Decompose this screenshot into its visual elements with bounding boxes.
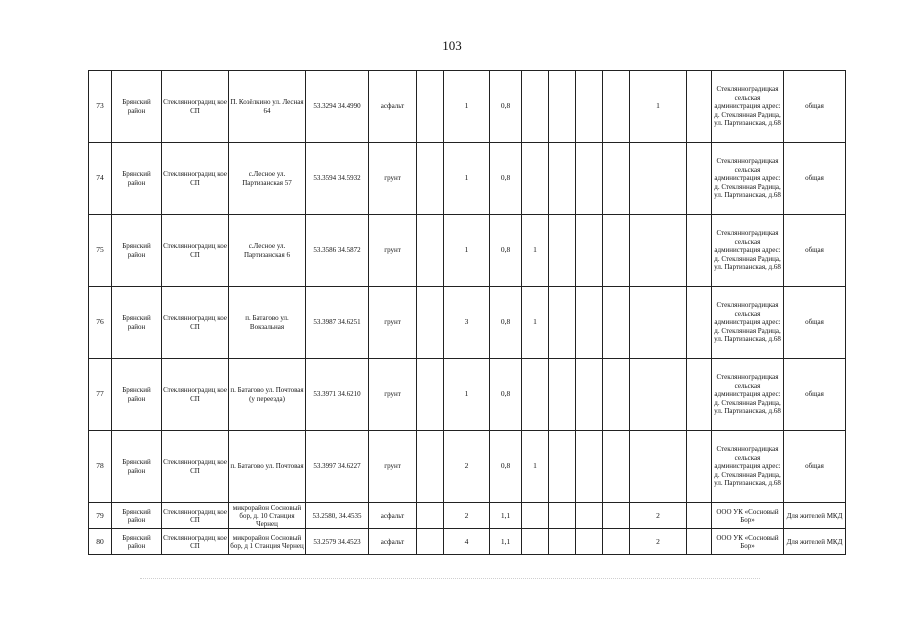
cell-district: Брянский район — [112, 431, 162, 503]
cell-volume: 0,8 — [490, 359, 522, 431]
cell-surface: асфальт — [369, 529, 417, 555]
cell-district: Брянский район — [112, 287, 162, 359]
cell-col-empty-7 — [417, 71, 444, 143]
cell-col-empty-7 — [417, 215, 444, 287]
cell-row-number: 73 — [89, 71, 112, 143]
cell-col-13 — [603, 287, 630, 359]
table-row — [89, 215, 846, 287]
cell-col-11 — [549, 143, 576, 215]
cell-col-12 — [576, 143, 603, 215]
table-row — [89, 529, 846, 555]
cell-col-empty-7 — [417, 287, 444, 359]
cell-surface: грунт — [369, 287, 417, 359]
cell-row-number: 78 — [89, 431, 112, 503]
cell-district: Брянский район — [112, 71, 162, 143]
cell-owner: ООО УК «Сосновый Бор» — [712, 503, 784, 529]
cell-owner: Стеклянноградицкая сельская администрация адрес: д. Стеклянная Радица, ул. Партизанская, д.68 — [712, 71, 784, 143]
cell-settlement: Стеклянноградиц кое СП — [162, 529, 229, 555]
cell-area: 1 — [444, 359, 490, 431]
cell-address: с.Лесное ул. Партизанская 57 — [229, 143, 306, 215]
cell-purpose: общая — [784, 359, 846, 431]
cell-address: п. Батагово ул. Вокзальная — [229, 287, 306, 359]
cell-settlement: Стеклянноградиц кое СП — [162, 71, 229, 143]
cell-surface: грунт — [369, 143, 417, 215]
cell-col-12 — [576, 359, 603, 431]
table-row — [89, 143, 846, 215]
cell-containers: 2 — [630, 529, 687, 555]
cell-volume: 0,8 — [490, 215, 522, 287]
cell-area: 1 — [444, 71, 490, 143]
cell-col-empty-7 — [417, 143, 444, 215]
table-row — [89, 287, 846, 359]
cell-col-12 — [576, 71, 603, 143]
table-row — [89, 359, 846, 431]
cell-col-13 — [603, 359, 630, 431]
cell-surface: грунт — [369, 359, 417, 431]
cell-area: 1 — [444, 215, 490, 287]
cell-col-11 — [549, 215, 576, 287]
cell-col-15 — [687, 529, 712, 555]
cell-row-number: 75 — [89, 215, 112, 287]
cell-surface: асфальт — [369, 503, 417, 529]
cell-address: микрорайон Сосновый бор, д. 10 Станция Чернец — [229, 503, 306, 529]
cell-volume: 0,8 — [490, 143, 522, 215]
cell-purpose: общая — [784, 287, 846, 359]
cell-coordinates: 53.3594 34.5932 — [306, 143, 369, 215]
cell-row-number: 77 — [89, 359, 112, 431]
cell-area: 1 — [444, 143, 490, 215]
cell-owner: Стеклянноградицкая сельская администрация адрес: д. Стеклянная Радица, ул. Партизанская, д.68 — [712, 215, 784, 287]
cell-coordinates: 53.3294 34.4990 — [306, 71, 369, 143]
cell-col-13 — [603, 503, 630, 529]
cell-owner: Стеклянноградицкая сельская администрация адрес: д. Стеклянная Радица, ул. Партизанская, д.68 — [712, 143, 784, 215]
cell-district: Брянский район — [112, 215, 162, 287]
cell-col-10: 1 — [522, 431, 549, 503]
cell-col-11 — [549, 287, 576, 359]
cell-area: 2 — [444, 503, 490, 529]
cell-col-13 — [603, 143, 630, 215]
cell-col-12 — [576, 503, 603, 529]
cell-col-12 — [576, 431, 603, 503]
cell-surface: асфальт — [369, 71, 417, 143]
cell-coordinates: 53.3987 34.6251 — [306, 287, 369, 359]
cell-col-10 — [522, 71, 549, 143]
cell-purpose: общая — [784, 431, 846, 503]
cell-settlement: Стеклянноградиц кое СП — [162, 359, 229, 431]
cell-col-12 — [576, 287, 603, 359]
cell-col-15 — [687, 503, 712, 529]
cell-row-number: 79 — [89, 503, 112, 529]
cell-volume: 0,8 — [490, 287, 522, 359]
cell-col-empty-7 — [417, 529, 444, 555]
cell-col-15 — [687, 431, 712, 503]
cell-col-empty-7 — [417, 503, 444, 529]
cell-settlement: Стеклянноградиц кое СП — [162, 431, 229, 503]
cell-volume: 1,1 — [490, 529, 522, 555]
cell-col-empty-7 — [417, 359, 444, 431]
cell-col-10 — [522, 529, 549, 555]
cell-col-11 — [549, 529, 576, 555]
table-row — [89, 431, 846, 503]
cell-containers: 2 — [630, 503, 687, 529]
cell-settlement: Стеклянноградиц кое СП — [162, 143, 229, 215]
cell-owner: ООО УК «Сосновый Бор» — [712, 529, 784, 555]
cell-coordinates: 53.2580, 34.4535 — [306, 503, 369, 529]
cell-col-12 — [576, 215, 603, 287]
cell-containers — [630, 287, 687, 359]
cell-col-12 — [576, 529, 603, 555]
cell-purpose: Для жителей МКД — [784, 529, 846, 555]
cell-area: 2 — [444, 431, 490, 503]
cell-col-15 — [687, 71, 712, 143]
cell-volume: 0,8 — [490, 71, 522, 143]
cell-col-11 — [549, 431, 576, 503]
cell-purpose: Для жителей МКД — [784, 503, 846, 529]
cell-col-15 — [687, 359, 712, 431]
cell-volume: 1,1 — [490, 503, 522, 529]
cell-address: с.Лесное ул. Партизанская 6 — [229, 215, 306, 287]
cell-col-10: 1 — [522, 215, 549, 287]
cell-address: П. Козёлкино ул. Лесная 64 — [229, 71, 306, 143]
cell-owner: Стеклянноградицкая сельская администрация адрес: д. Стеклянная Радица, ул. Партизанская, д.68 — [712, 287, 784, 359]
cell-col-10 — [522, 359, 549, 431]
cell-row-number: 80 — [89, 529, 112, 555]
cell-col-15 — [687, 287, 712, 359]
cell-row-number: 76 — [89, 287, 112, 359]
cell-col-15 — [687, 143, 712, 215]
cell-district: Брянский район — [112, 503, 162, 529]
cell-purpose: общая — [784, 143, 846, 215]
cell-col-13 — [603, 431, 630, 503]
cell-col-empty-7 — [417, 431, 444, 503]
cell-col-11 — [549, 503, 576, 529]
cell-coordinates: 53.2579 34.4523 — [306, 529, 369, 555]
cell-volume: 0,8 — [490, 431, 522, 503]
cell-containers — [630, 215, 687, 287]
table-row — [89, 503, 846, 529]
cell-settlement: Стеклянноградиц кое СП — [162, 215, 229, 287]
cell-coordinates: 53.3971 34.6210 — [306, 359, 369, 431]
cell-owner: Стеклянноградицкая сельская администрация адрес: д. Стеклянная Радица, ул. Партизанская, д.68 — [712, 431, 784, 503]
cell-col-10 — [522, 143, 549, 215]
cell-containers — [630, 359, 687, 431]
cell-address: микрорайон Сосновый бор, д 1 Станция Чернец — [229, 529, 306, 555]
cell-containers — [630, 143, 687, 215]
cell-purpose: общая — [784, 215, 846, 287]
cell-surface: грунт — [369, 431, 417, 503]
page-number: 103 — [442, 38, 462, 53]
cell-settlement: Стеклянноградиц кое СП — [162, 503, 229, 529]
scan-noise — [140, 578, 760, 581]
cell-district: Брянский район — [112, 143, 162, 215]
cell-col-10 — [522, 503, 549, 529]
cell-col-11 — [549, 359, 576, 431]
cell-district: Брянский район — [112, 359, 162, 431]
cell-address: п. Батагово ул. Почтовая (у переезда) — [229, 359, 306, 431]
cell-col-15 — [687, 215, 712, 287]
cell-owner: Стеклянноградицкая сельская администрация адрес: д. Стеклянная Радица, ул. Партизанская, д.68 — [712, 359, 784, 431]
cell-col-13 — [603, 71, 630, 143]
cell-surface: грунт — [369, 215, 417, 287]
cell-district: Брянский район — [112, 529, 162, 555]
cell-col-13 — [603, 529, 630, 555]
cell-containers — [630, 431, 687, 503]
cell-address: п. Батагово ул. Почтовая — [229, 431, 306, 503]
cell-coordinates: 53.3997 34.6227 — [306, 431, 369, 503]
cell-purpose: общая — [784, 71, 846, 143]
table-row — [89, 71, 846, 143]
cell-row-number: 74 — [89, 143, 112, 215]
cell-area: 3 — [444, 287, 490, 359]
cell-containers: 1 — [630, 71, 687, 143]
cell-col-13 — [603, 215, 630, 287]
cell-col-11 — [549, 71, 576, 143]
cell-col-10: 1 — [522, 287, 549, 359]
cell-settlement: Стеклянноградиц кое СП — [162, 287, 229, 359]
registry-table — [88, 70, 846, 555]
cell-area: 4 — [444, 529, 490, 555]
cell-coordinates: 53.3586 34.5872 — [306, 215, 369, 287]
